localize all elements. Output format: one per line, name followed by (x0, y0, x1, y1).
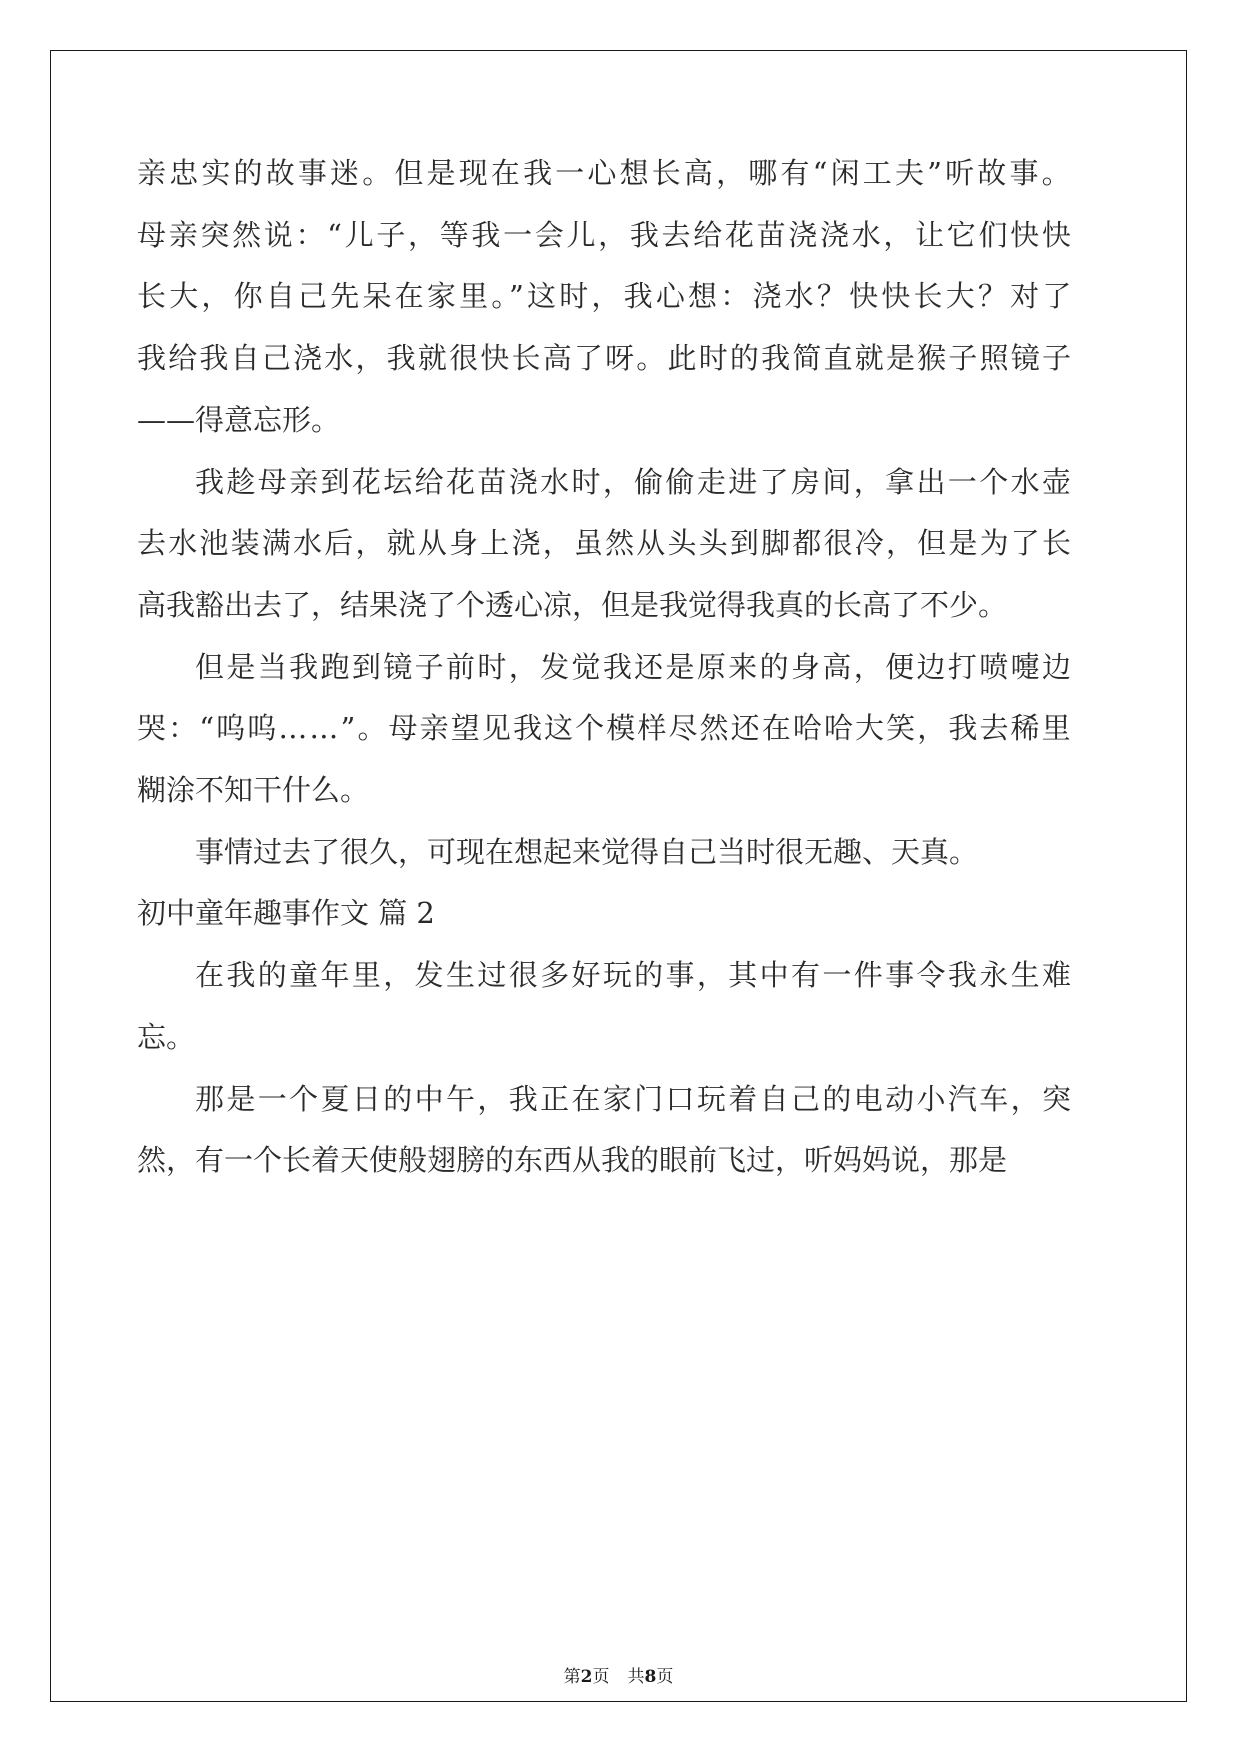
total-page-number: 8 (644, 1667, 657, 1687)
page-footer (51, 1665, 1186, 1689)
text-line: 我趁母亲到花坛给花苗浇水时，偷偷走进了房间，拿出一个水壶 (195, 464, 1074, 499)
document-page (50, 50, 1187, 1702)
text-line: 高我豁出去了，结果浇了个透心凉，但是我觉得我真的长高了不少。 (137, 587, 1008, 622)
text-line: 那是一个夏日的中午，我正在家门口玩着自己的电动小汽车，突 (195, 1081, 1074, 1116)
total-label-suffix: 页 (656, 1667, 674, 1687)
text-line: 在我的童年里，发生过很多好玩的事，其中有一件事令我永生难 (195, 958, 1074, 993)
total-label-prefix: 共 (627, 1667, 645, 1687)
text-line: 忘。 (137, 1019, 196, 1054)
text-line: 母亲突然说：“儿子，等我一会儿，我去给花苗浇浇水，让它们快快 (137, 217, 1074, 252)
text-line: 哭：“呜呜……”。母亲望见我这个模样尽然还在哈哈大笑，我去稀里 (137, 711, 1073, 746)
text-line: 去水池装满水后，就从身上浇，虽然从头头到脚都很冷，但是为了长 (137, 526, 1074, 561)
page-label-suffix: 页 (592, 1667, 610, 1687)
page-label-prefix: 第 (563, 1667, 581, 1687)
text-line: 事情过去了很久，可现在想起来觉得自己当时很无趣、天真。 (195, 834, 979, 869)
text-line: 但是当我跑到镜子前时，发觉我还是原来的身高，便边打喷嚏边 (195, 649, 1074, 684)
text-line: 长大，你自己先呆在家里。”这时，我心想：浇水？快快长大？对了 (137, 279, 1075, 314)
current-page-number: 2 (580, 1667, 593, 1687)
section-heading: 初中童年趣事作文 篇 2 (137, 896, 435, 931)
text-line: 糊涂不知干什么。 (137, 773, 370, 807)
text-line: 亲忠实的故事迷。但是现在我一心想长高，哪有“闲工夫”听故事。 (137, 156, 1074, 190)
text-line: ——得意忘形。 (137, 402, 341, 437)
text-line: 我给我自己浇水，我就很快长高了呀。此时的我简直就是猴子照镜子 (137, 341, 1074, 376)
text-line: 然，有一个长着天使般翅膀的东西从我的眼前飞过，听妈妈说，那是 (137, 1143, 1008, 1178)
